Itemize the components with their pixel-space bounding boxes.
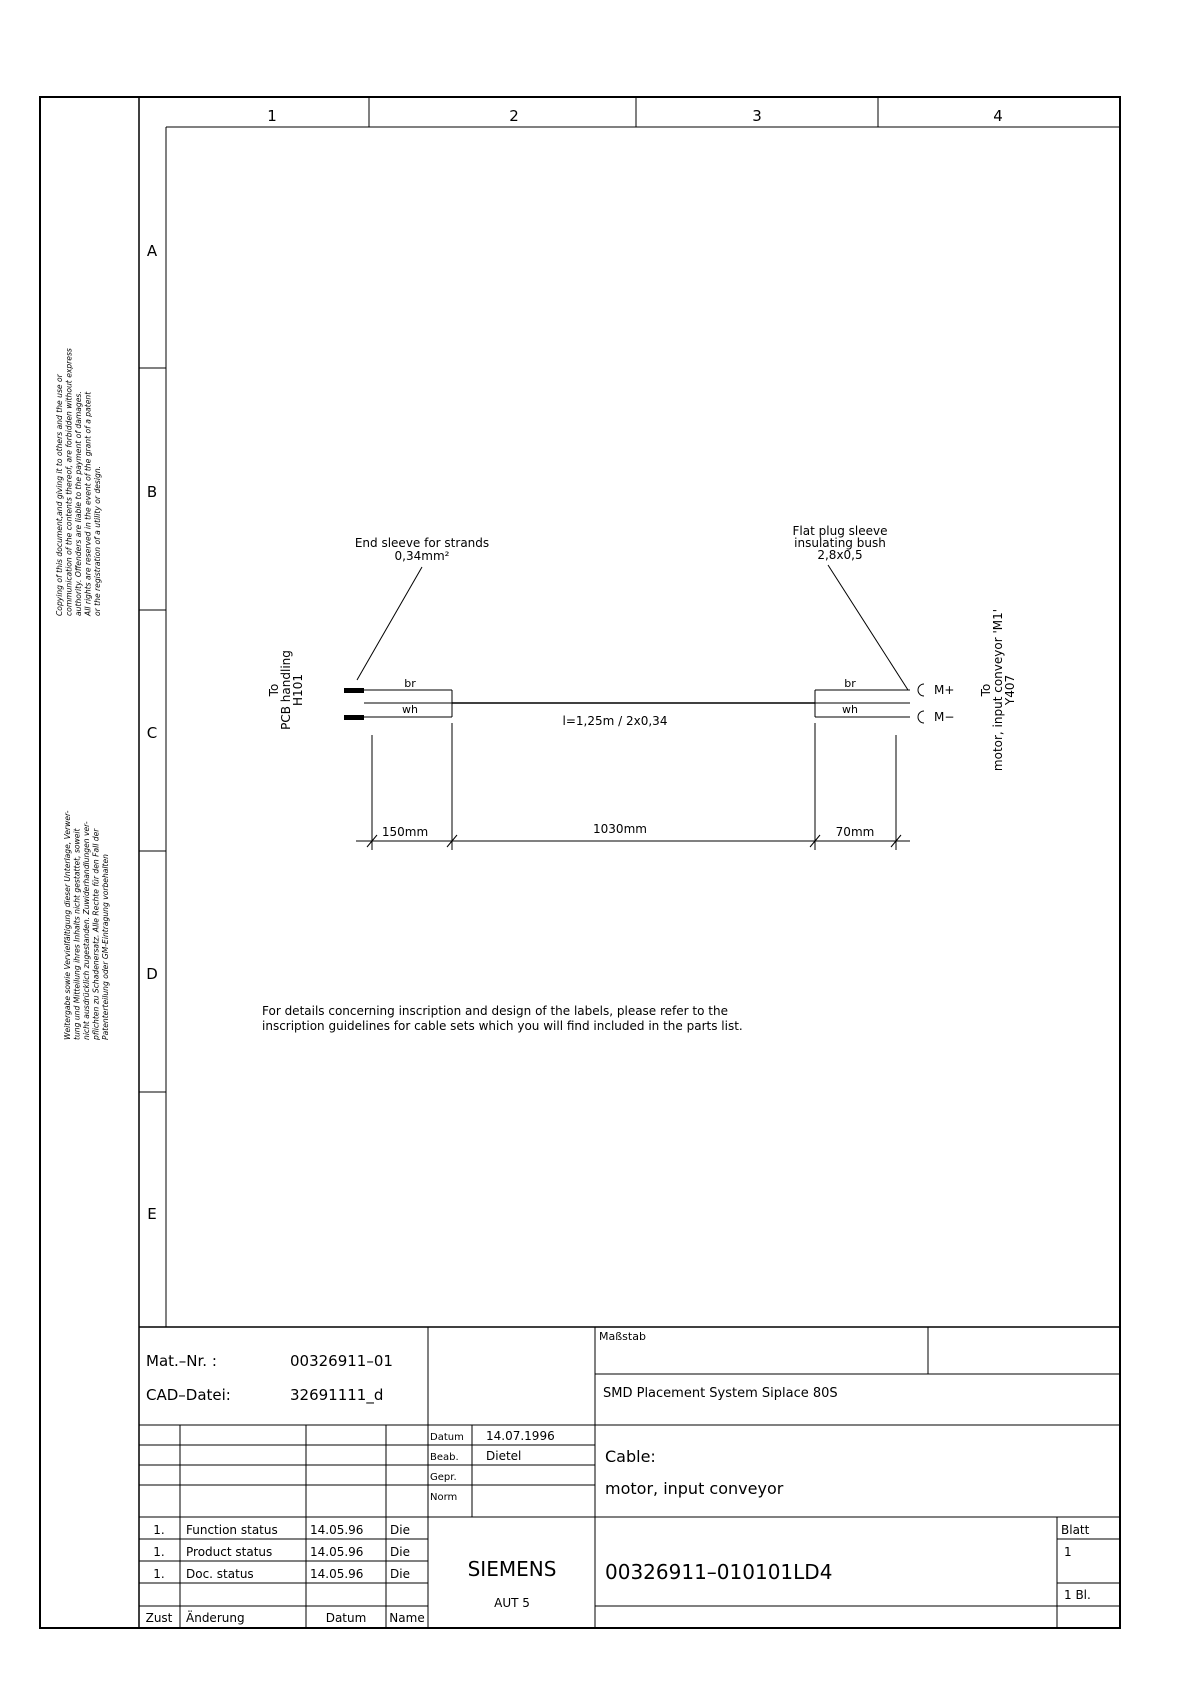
status-zust: 1.: [153, 1567, 165, 1581]
row-label: D: [146, 965, 158, 983]
svg-text:To: To: [267, 683, 281, 697]
svg-text:or the registration of a utili: or the registration of a utility or design.: [93, 465, 102, 616]
row-label: B: [146, 483, 158, 501]
status-change: Function status: [186, 1523, 278, 1537]
status-date: 14.05.96: [310, 1523, 364, 1537]
pin-label: M+: [934, 683, 955, 697]
mat-number-value: 00326911–01: [290, 1352, 393, 1370]
flat-plug-size: 2,8x0,5: [817, 548, 863, 562]
gepr-label: Gepr.: [430, 1472, 457, 1483]
dim-left-label: 150mm: [381, 825, 429, 839]
pin-label: M−: [934, 710, 955, 724]
svg-text:Copying of this document,and g: Copying of this document,and giving it to others and the use or: [55, 374, 64, 616]
scale-label: Maßstab: [599, 1330, 646, 1343]
svg-text:authority. Offenders are liabl: authority. Offenders are liable to the payment of damages.: [74, 391, 83, 616]
svg-text:motor, input conveyor 'M1': motor, input conveyor 'M1': [991, 608, 1005, 772]
cable-title: Cable:: [605, 1447, 656, 1466]
department: AUT 5: [494, 1596, 530, 1610]
left-target-label: [267, 650, 305, 730]
right-target-label: [979, 609, 1017, 771]
svg-text:nicht ausdrücklich zugestanden: nicht ausdrücklich zugestanden. Zuwiderhandlungen ver-: [82, 821, 91, 1040]
company-name: SIEMENS: [467, 1557, 557, 1581]
status-date: 14.05.96: [310, 1545, 364, 1559]
svg-text:All rights are reserved in the: All rights are reserved in the event of the grant of a patent: [83, 391, 93, 616]
wire-label: br: [404, 677, 416, 690]
row-label: A: [146, 242, 158, 260]
status-date: 14.05.96: [310, 1567, 364, 1581]
svg-text:pflichten zu Schadenersatz. Al: pflichten zu Schadenersatz. Alle Rechte für den Fall der: [91, 828, 101, 1040]
column-label: 4: [993, 107, 1003, 125]
status-name: Die: [390, 1567, 410, 1581]
header-date: Datum: [325, 1611, 367, 1625]
end-sleeve-leader: [357, 567, 422, 680]
cable-spec: l=1,25m / 2x0,34: [562, 714, 668, 728]
status-name: Die: [390, 1545, 410, 1559]
svg-text:tung und Mitteilung ihres Inha: tung und Mitteilung ihres Inhalts nicht gestattet, soweit: [72, 828, 82, 1040]
status-change: Doc. status: [186, 1567, 254, 1581]
norm-label: Norm: [430, 1492, 458, 1503]
header-change: Änderung: [186, 1611, 245, 1625]
sheet-total: 1 Bl.: [1064, 1588, 1091, 1602]
svg-text:Y407: Y407: [1003, 674, 1017, 706]
column-label: 3: [752, 107, 762, 125]
end-sleeve-wh: [344, 715, 364, 720]
svg-text:H101: H101: [291, 674, 305, 706]
flat-plug-label: Flat plug sleeve: [792, 524, 888, 538]
cad-file-label: CAD–Datei:: [146, 1386, 231, 1404]
column-label: 1: [267, 107, 277, 125]
svg-text:PCB handling: PCB handling: [279, 650, 293, 730]
inscription-note-line-2: inscription guidelines for cable sets which you will find included in the parts list.: [262, 1019, 743, 1033]
svg-text:Weitergabe sowie Vervielfältig: Weitergabe sowie Vervielfältigung dieser Unterlage, Verwer-: [63, 810, 72, 1040]
wire-label: wh: [402, 703, 418, 716]
mat-number-label: Mat.–Nr. :: [146, 1352, 217, 1370]
document-number: 00326911–010101LD4: [605, 1560, 833, 1584]
svg-text:To: To: [979, 683, 993, 697]
inscription-note-line-1: For details concerning inscription and design of the labels, please refer to the: [262, 1004, 728, 1018]
row-label: C: [146, 724, 158, 742]
beab-value: Dietel: [486, 1449, 522, 1463]
sheet-label: Blatt: [1061, 1523, 1090, 1537]
status-name: Die: [390, 1523, 410, 1537]
dim-middle-label: 1030mm: [593, 822, 647, 836]
header-name: Name: [389, 1611, 425, 1625]
end-sleeve-label: End sleeve for strands: [354, 536, 490, 550]
datum-value: 14.07.1996: [486, 1429, 555, 1443]
beab-label: Beab.: [430, 1452, 459, 1463]
end-sleeve-br: [344, 688, 364, 693]
column-label: 2: [509, 107, 519, 125]
flat-plug-label-2: insulating bush: [794, 536, 886, 550]
wire-label: wh: [842, 703, 858, 716]
plug-symbol: [918, 711, 924, 723]
status-zust: 1.: [153, 1545, 165, 1559]
svg-text:communication of the contents: communication of the contents thereof, are forbidden without express: [64, 348, 74, 616]
cad-file-value: 32691111_d: [290, 1386, 384, 1404]
wire-label: br: [844, 677, 856, 690]
copyright-notice-en: [55, 348, 102, 617]
datum-label: Datum: [430, 1432, 464, 1443]
status-change: Product status: [186, 1545, 273, 1559]
header-zust: Zust: [145, 1611, 173, 1625]
dim-right-label: 70mm: [835, 825, 875, 839]
svg-text:Patenterteilung oder GM-Eintra: Patenterteilung oder GM-Eintragung vorbehalten: [101, 854, 110, 1040]
copyright-notice-de: [63, 810, 110, 1041]
system-name: SMD Placement System Siplace 80S: [603, 1386, 838, 1401]
sheet-value: 1: [1064, 1545, 1072, 1559]
flat-plug-leader: [828, 565, 908, 690]
status-zust: 1.: [153, 1523, 165, 1537]
cable-subtitle: motor, input conveyor: [605, 1479, 784, 1498]
end-sleeve-size: 0,34mm²: [394, 549, 450, 563]
row-label: E: [147, 1205, 157, 1223]
plug-symbol: [918, 684, 924, 696]
